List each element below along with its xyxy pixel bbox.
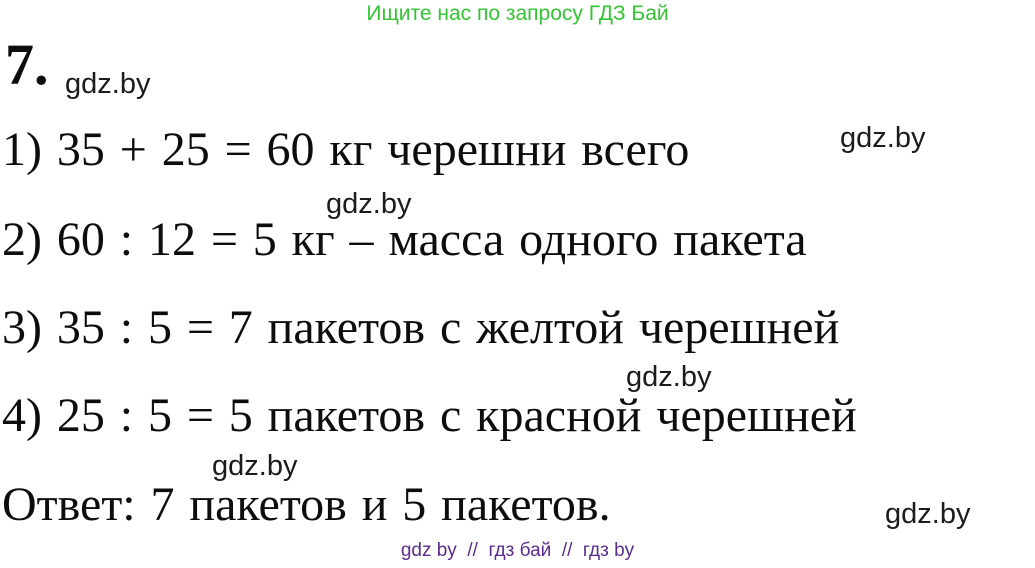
promo-footer-text: gdz by // гдз бай // гдз by xyxy=(400,540,635,561)
promo-header-text: Ищите нас по запросу ГДЗ Бай xyxy=(366,2,669,25)
gdz-watermark: gdz.by xyxy=(885,498,971,530)
gdz-watermark: gdz.by xyxy=(840,122,926,154)
gdz-watermark: gdz.by xyxy=(65,68,151,100)
solution-step-2: 2) 60 : 12 = 5 кг – масса одного пакета xyxy=(2,213,807,266)
solution-step-1: 1) 35 + 25 = 60 кг черешни всего xyxy=(2,123,690,176)
gdz-watermark: gdz.by xyxy=(212,450,298,482)
gdz-watermark: gdz.by xyxy=(626,361,712,393)
gdz-watermark: gdz.by xyxy=(326,188,412,220)
answer-line: Ответ: 7 пакетов и 5 пакетов. xyxy=(2,478,611,531)
solution-step-4: 4) 25 : 5 = 5 пакетов с красной черешней xyxy=(2,389,857,442)
problem-number: 7. xyxy=(5,32,49,97)
solution-step-3: 3) 35 : 5 = 7 пакетов с желтой черешней xyxy=(2,301,840,354)
